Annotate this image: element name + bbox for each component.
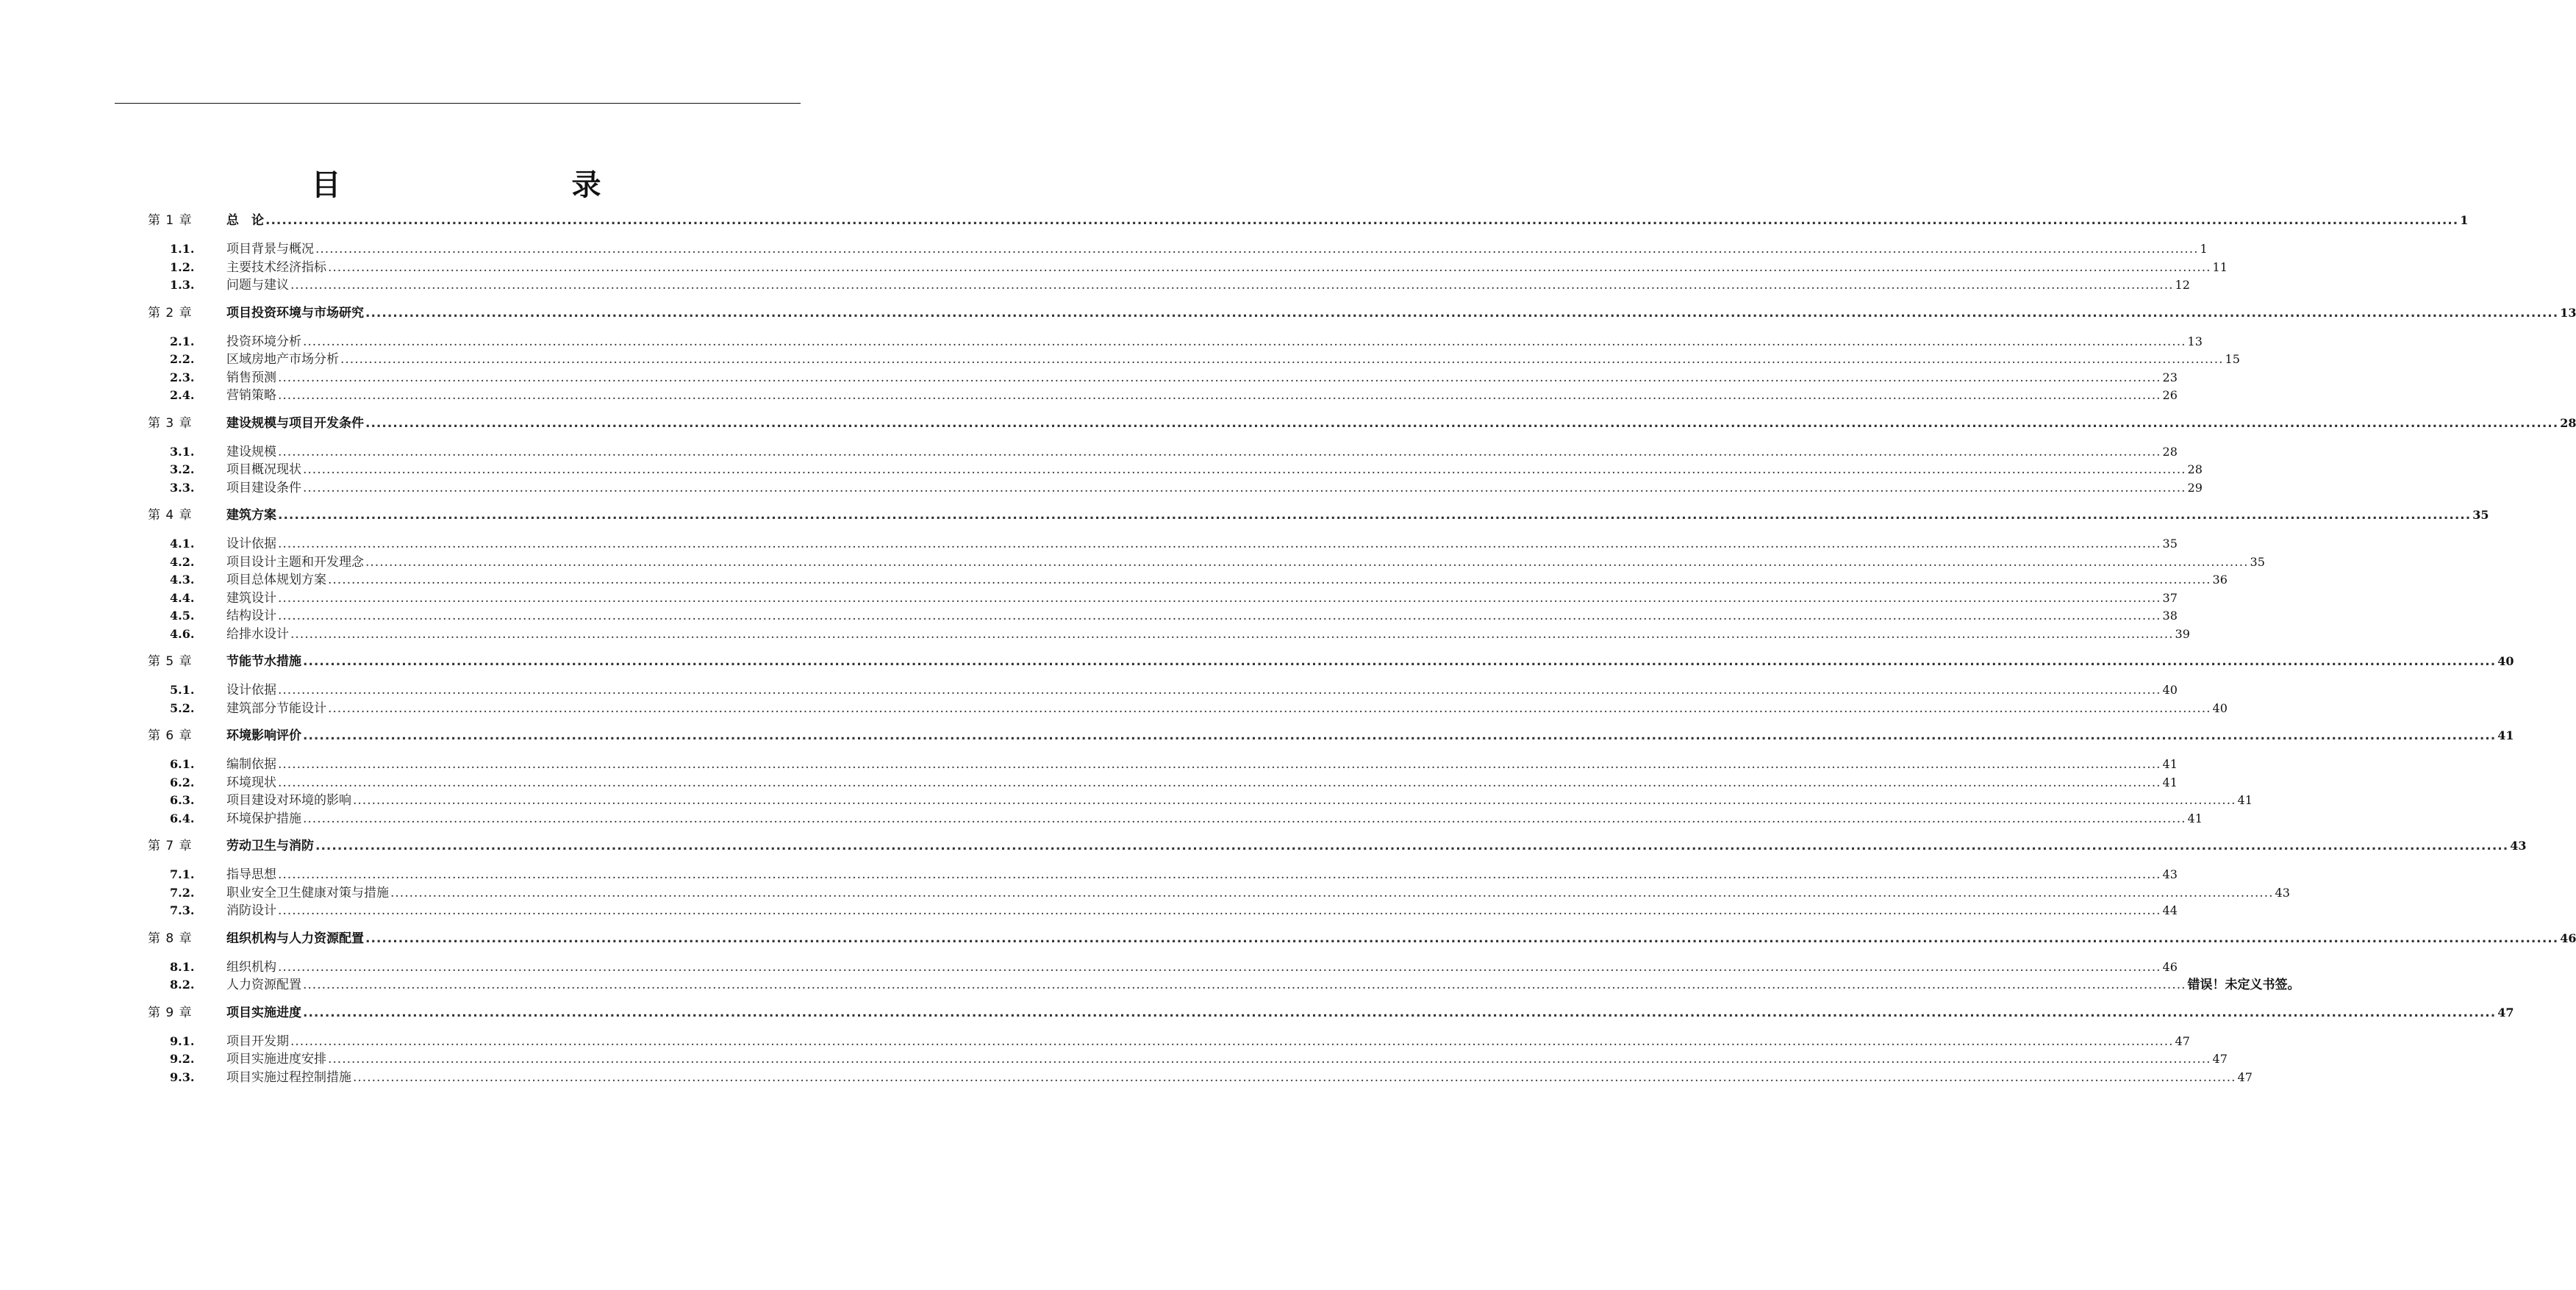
dot-leader: ................................................................................................................................................................................................................................................................................................................................................................................................................ xyxy=(365,554,2249,570)
section-number: 2.1. xyxy=(170,334,195,348)
toc-section-row[interactable] xyxy=(148,698,2228,716)
dot-leader: ................................................................................................................................................................................................................................................................................................................................................................................................................ xyxy=(278,444,2161,459)
toc-section-row[interactable] xyxy=(148,441,2178,459)
section-page-number: 36 xyxy=(2212,573,2228,587)
section-title: 设计依据 xyxy=(226,537,276,551)
toc-section-row[interactable] xyxy=(148,956,2178,975)
chapter-number: 第 8 章 xyxy=(148,931,193,946)
chapter-page-number: 35 xyxy=(2472,508,2489,522)
toc-chapter-row[interactable] xyxy=(148,928,2576,947)
dot-leader: ................................................................................................................................................................................................................................................................................................................................................................................................................ xyxy=(278,867,2161,882)
section-title: 编制依据 xyxy=(226,757,276,772)
section-page-number: 39 xyxy=(2175,626,2190,641)
section-number: 2.4. xyxy=(170,388,195,402)
toc-chapter-row[interactable] xyxy=(148,412,2576,432)
section-page-number: 47 xyxy=(2175,1033,2190,1048)
chapter-title: 项目实施进度 xyxy=(226,1005,301,1020)
section-title: 项目概况现状 xyxy=(226,462,301,477)
toc-section-row[interactable] xyxy=(148,882,2290,900)
section-title: 职业安全卫生健康对策与措施 xyxy=(226,885,389,900)
section-title: 指导思想 xyxy=(226,867,276,882)
section-number: 8.1. xyxy=(170,959,195,974)
chapter-title: 组织机构与人力资源配置 xyxy=(226,931,364,946)
toc-section-row[interactable] xyxy=(148,772,2178,790)
chapter-number: 第 7 章 xyxy=(148,839,193,853)
dot-leader: ................................................................................................................................................................................................................................................................................................................................................................................................................ xyxy=(278,775,2161,790)
toc-section-row[interactable] xyxy=(148,367,2178,385)
section-page-number: 1 xyxy=(2200,242,2208,256)
dot-leader: ................................................................................................................................................................................................................................................................................................................................................................................................................ xyxy=(278,590,2161,606)
section-page-number: 43 xyxy=(2275,885,2290,900)
header-rule xyxy=(115,103,801,104)
dot-leader: ................................................................................................................................................................................................................................................................................................................................................................................................................ xyxy=(278,959,2161,975)
section-title: 销售预测 xyxy=(226,370,276,385)
section-page-number: 13 xyxy=(2187,334,2203,348)
chapter-page-number: 1 xyxy=(2460,213,2469,227)
toc-chapter-row[interactable] xyxy=(148,725,2514,745)
section-number: 3.1. xyxy=(170,444,195,459)
dot-leader: ................................................................................................................................................................................................................................................................................................................................................................................................................ xyxy=(328,700,2211,716)
section-number: 7.3. xyxy=(170,903,195,917)
chapter-page-number: 46 xyxy=(2560,931,2576,945)
section-title: 区域房地产市场分析 xyxy=(226,352,339,367)
section-title: 问题与建议 xyxy=(226,278,289,293)
section-page-number: 43 xyxy=(2162,867,2178,881)
toc-chapter-row[interactable] xyxy=(148,651,2514,670)
section-title: 主要技术经济指标 xyxy=(226,259,326,275)
toc-chapter-row[interactable] xyxy=(148,835,2527,855)
chapter-page-number: 40 xyxy=(2497,654,2514,668)
chapter-number: 第 9 章 xyxy=(148,1005,193,1020)
dot-leader: ................................................................................................................................................................................................................................................................................................................................................................................................................ xyxy=(353,793,2236,808)
section-page-number: 35 xyxy=(2250,554,2265,569)
chapter-number: 第 2 章 xyxy=(148,305,193,320)
section-number: 4.1. xyxy=(170,537,195,551)
section-page-number: 15 xyxy=(2225,352,2240,366)
section-page-number: 37 xyxy=(2162,590,2178,605)
toc-section-row[interactable] xyxy=(148,274,2190,293)
dot-leader: ................................................................................................................................................................................................................................................................................................................................................................................................................ xyxy=(290,1033,2174,1049)
section-number: 9.1. xyxy=(170,1033,195,1048)
section-number: 4.6. xyxy=(170,626,195,641)
dot-leader: ................................................................................................................................................................................................................................................................................................................................................................................................................ xyxy=(278,683,2161,698)
section-title: 项目背景与概况 xyxy=(226,242,314,257)
dot-leader: ................................................................................................................................................................................................................................................................................................................................................................................................................ xyxy=(365,415,2559,431)
section-page-number: 40 xyxy=(2212,700,2228,715)
dot-leader: ................................................................................................................................................................................................................................................................................................................................................................................................................ xyxy=(265,213,2459,228)
dot-leader: ................................................................................................................................................................................................................................................................................................................................................................................................................ xyxy=(303,728,2497,743)
toc-section-row[interactable] xyxy=(148,1067,2253,1085)
page-title: 目 录 xyxy=(311,168,659,202)
dot-leader: ................................................................................................................................................................................................................................................................................................................................................................................................................ xyxy=(303,1005,2497,1020)
toc-chapter-row[interactable] xyxy=(148,302,2576,322)
section-title: 结构设计 xyxy=(226,609,276,623)
toc-section-row[interactable] xyxy=(148,477,2203,495)
dot-leader: ................................................................................................................................................................................................................................................................................................................................................................................................................ xyxy=(328,259,2211,275)
section-number: 4.2. xyxy=(170,554,195,569)
section-title: 项目总体规划方案 xyxy=(226,573,326,587)
section-number: 5.1. xyxy=(170,683,195,697)
section-page-number: 28 xyxy=(2187,462,2203,476)
dot-leader: ................................................................................................................................................................................................................................................................................................................................................................................................................ xyxy=(365,931,2559,946)
dot-leader: ................................................................................................................................................................................................................................................................................................................................................................................................................ xyxy=(290,278,2174,293)
toc-section-row[interactable] xyxy=(148,1031,2190,1049)
toc-chapter-row[interactable] xyxy=(148,209,2469,229)
chapter-title: 项目投资环境与市场研究 xyxy=(226,305,364,320)
section-page-number: 12 xyxy=(2175,278,2190,292)
toc-section-row[interactable] xyxy=(148,238,2208,257)
section-page-number: 29 xyxy=(2187,480,2203,495)
section-title: 建筑设计 xyxy=(226,590,276,606)
section-number: 5.2. xyxy=(170,700,195,715)
dot-leader: ................................................................................................................................................................................................................................................................................................................................................................................................................ xyxy=(340,352,2224,367)
dot-leader: ................................................................................................................................................................................................................................................................................................................................................................................................................ xyxy=(278,609,2161,623)
toc-section-row[interactable] xyxy=(148,753,2178,772)
section-page-number: 46 xyxy=(2162,959,2178,974)
toc-section-row[interactable] xyxy=(148,533,2178,551)
toc-section-row[interactable] xyxy=(148,384,2178,403)
chapter-page-number: 43 xyxy=(2510,839,2527,853)
toc-section-row[interactable] xyxy=(148,1048,2228,1067)
toc-section-row[interactable] xyxy=(148,679,2178,698)
section-title: 建筑部分节能设计 xyxy=(226,700,326,716)
section-page-number: 38 xyxy=(2162,609,2178,623)
dot-leader: ................................................................................................................................................................................................................................................................................................................................................................................................................ xyxy=(278,537,2161,551)
toc-chapter-row[interactable] xyxy=(148,504,2489,524)
dot-leader: ................................................................................................................................................................................................................................................................................................................................................................................................................ xyxy=(390,885,2274,900)
section-title: 项目开发期 xyxy=(226,1033,289,1049)
section-page-number: 47 xyxy=(2212,1052,2228,1066)
section-page-number: 错误！未定义书签。 xyxy=(2187,978,2300,992)
section-page-number: 41 xyxy=(2162,775,2178,789)
section-page-number: 28 xyxy=(2162,444,2178,459)
toc-section-row[interactable] xyxy=(148,331,2203,349)
section-title: 人力资源配置 xyxy=(226,978,301,992)
section-number: 1.2. xyxy=(170,259,195,274)
toc-section-row[interactable] xyxy=(148,569,2228,587)
toc-section-row[interactable] xyxy=(148,900,2178,918)
chapter-title: 节能节水措施 xyxy=(226,654,301,669)
section-page-number: 23 xyxy=(2162,370,2178,384)
section-number: 8.2. xyxy=(170,978,195,992)
dot-leader: ................................................................................................................................................................................................................................................................................................................................................................................................................ xyxy=(303,480,2186,495)
section-number: 9.2. xyxy=(170,1052,195,1066)
toc-section-row[interactable] xyxy=(148,974,2300,992)
chapter-title: 劳动卫生与消防 xyxy=(226,839,314,853)
section-number: 7.1. xyxy=(170,867,195,881)
section-title: 项目建设对环境的影响 xyxy=(226,793,351,808)
toc-section-row[interactable] xyxy=(148,551,2265,570)
section-number: 7.2. xyxy=(170,885,195,900)
toc-section-row[interactable] xyxy=(148,808,2203,826)
section-number: 2.2. xyxy=(170,352,195,366)
section-title: 项目实施进度安排 xyxy=(226,1052,326,1067)
dot-leader: ................................................................................................................................................................................................................................................................................................................................................................................................................ xyxy=(303,978,2186,992)
section-title: 建设规模 xyxy=(226,444,276,459)
dot-leader: ................................................................................................................................................................................................................................................................................................................................................................................................................ xyxy=(303,654,2497,669)
chapter-title: 总 论 xyxy=(226,213,264,228)
section-number: 6.1. xyxy=(170,757,195,771)
toc-section-row[interactable] xyxy=(148,257,2228,275)
dot-leader: ................................................................................................................................................................................................................................................................................................................................................................................................................ xyxy=(303,334,2186,349)
toc-section-row[interactable] xyxy=(148,348,2240,367)
dot-leader: ................................................................................................................................................................................................................................................................................................................................................................................................................ xyxy=(328,573,2211,587)
chapter-number: 第 5 章 xyxy=(148,654,193,669)
section-page-number: 44 xyxy=(2162,903,2178,917)
dot-leader: ................................................................................................................................................................................................................................................................................................................................................................................................................ xyxy=(353,1069,2236,1085)
section-page-number: 26 xyxy=(2162,388,2178,402)
chapter-number: 第 4 章 xyxy=(148,508,193,523)
section-title: 营销策略 xyxy=(226,388,276,403)
section-page-number: 47 xyxy=(2237,1069,2253,1084)
section-title: 设计依据 xyxy=(226,683,276,698)
section-title: 项目实施过程控制措施 xyxy=(226,1069,351,1085)
toc-chapter-row[interactable] xyxy=(148,1002,2514,1022)
section-title: 项目设计主题和开发理念 xyxy=(226,554,364,570)
section-number: 6.2. xyxy=(170,775,195,789)
dot-leader: ................................................................................................................................................................................................................................................................................................................................................................................................................ xyxy=(278,903,2161,918)
section-number: 6.4. xyxy=(170,811,195,825)
chapter-page-number: 41 xyxy=(2497,728,2514,742)
section-number: 1.3. xyxy=(170,278,195,292)
section-number: 3.3. xyxy=(170,480,195,495)
section-number: 9.3. xyxy=(170,1069,195,1084)
chapter-title: 环境影响评价 xyxy=(226,728,301,743)
section-page-number: 35 xyxy=(2162,537,2178,551)
chapter-page-number: 47 xyxy=(2497,1005,2514,1020)
section-page-number: 41 xyxy=(2162,757,2178,771)
section-number: 6.3. xyxy=(170,793,195,807)
dot-leader: ................................................................................................................................................................................................................................................................................................................................................................................................................ xyxy=(278,757,2161,772)
chapter-number: 第 6 章 xyxy=(148,728,193,743)
chapter-title: 建筑方案 xyxy=(226,508,276,523)
section-title: 环境保护措施 xyxy=(226,811,301,826)
toc-section-row[interactable] xyxy=(148,459,2203,477)
section-page-number: 40 xyxy=(2162,683,2178,697)
toc-section-row[interactable] xyxy=(148,587,2178,606)
section-number: 4.5. xyxy=(170,609,195,623)
section-title: 给排水设计 xyxy=(226,626,289,642)
chapter-page-number: 13 xyxy=(2560,305,2576,320)
section-number: 2.3. xyxy=(170,370,195,384)
dot-leader: ................................................................................................................................................................................................................................................................................................................................................................................................................ xyxy=(290,626,2174,642)
toc-section-row[interactable] xyxy=(148,605,2178,623)
section-number: 4.3. xyxy=(170,573,195,587)
dot-leader: ................................................................................................................................................................................................................................................................................................................................................................................................................ xyxy=(278,508,2472,523)
section-title: 环境现状 xyxy=(226,775,276,790)
chapter-number: 第 3 章 xyxy=(148,415,193,431)
dot-leader: ................................................................................................................................................................................................................................................................................................................................................................................................................ xyxy=(303,462,2186,477)
section-page-number: 41 xyxy=(2187,811,2203,825)
dot-leader: ................................................................................................................................................................................................................................................................................................................................................................................................................ xyxy=(278,388,2161,403)
dot-leader: ................................................................................................................................................................................................................................................................................................................................................................................................................ xyxy=(328,1052,2211,1067)
section-number: 1.1. xyxy=(170,242,195,256)
section-title: 组织机构 xyxy=(226,959,276,975)
chapter-number: 第 1 章 xyxy=(148,213,193,228)
toc-section-row[interactable] xyxy=(148,623,2190,642)
chapter-title: 建设规模与项目开发条件 xyxy=(226,415,364,431)
dot-leader: ................................................................................................................................................................................................................................................................................................................................................................................................................ xyxy=(315,242,2199,257)
table-of-contents xyxy=(148,209,2576,1094)
dot-leader: ................................................................................................................................................................................................................................................................................................................................................................................................................ xyxy=(278,370,2161,385)
section-page-number: 41 xyxy=(2237,793,2253,807)
section-title: 投资环境分析 xyxy=(226,334,301,349)
section-number: 3.2. xyxy=(170,462,195,476)
section-title: 项目建设条件 xyxy=(226,480,301,495)
dot-leader: ................................................................................................................................................................................................................................................................................................................................................................................................................ xyxy=(303,811,2186,826)
dot-leader: ................................................................................................................................................................................................................................................................................................................................................................................................................ xyxy=(315,839,2509,853)
dot-leader: ................................................................................................................................................................................................................................................................................................................................................................................................................ xyxy=(365,305,2559,320)
section-page-number: 11 xyxy=(2212,259,2228,274)
section-number: 4.4. xyxy=(170,590,195,605)
section-title: 消防设计 xyxy=(226,903,276,918)
toc-section-row[interactable] xyxy=(148,864,2178,882)
chapter-page-number: 28 xyxy=(2560,415,2576,430)
toc-section-row[interactable] xyxy=(148,789,2253,808)
